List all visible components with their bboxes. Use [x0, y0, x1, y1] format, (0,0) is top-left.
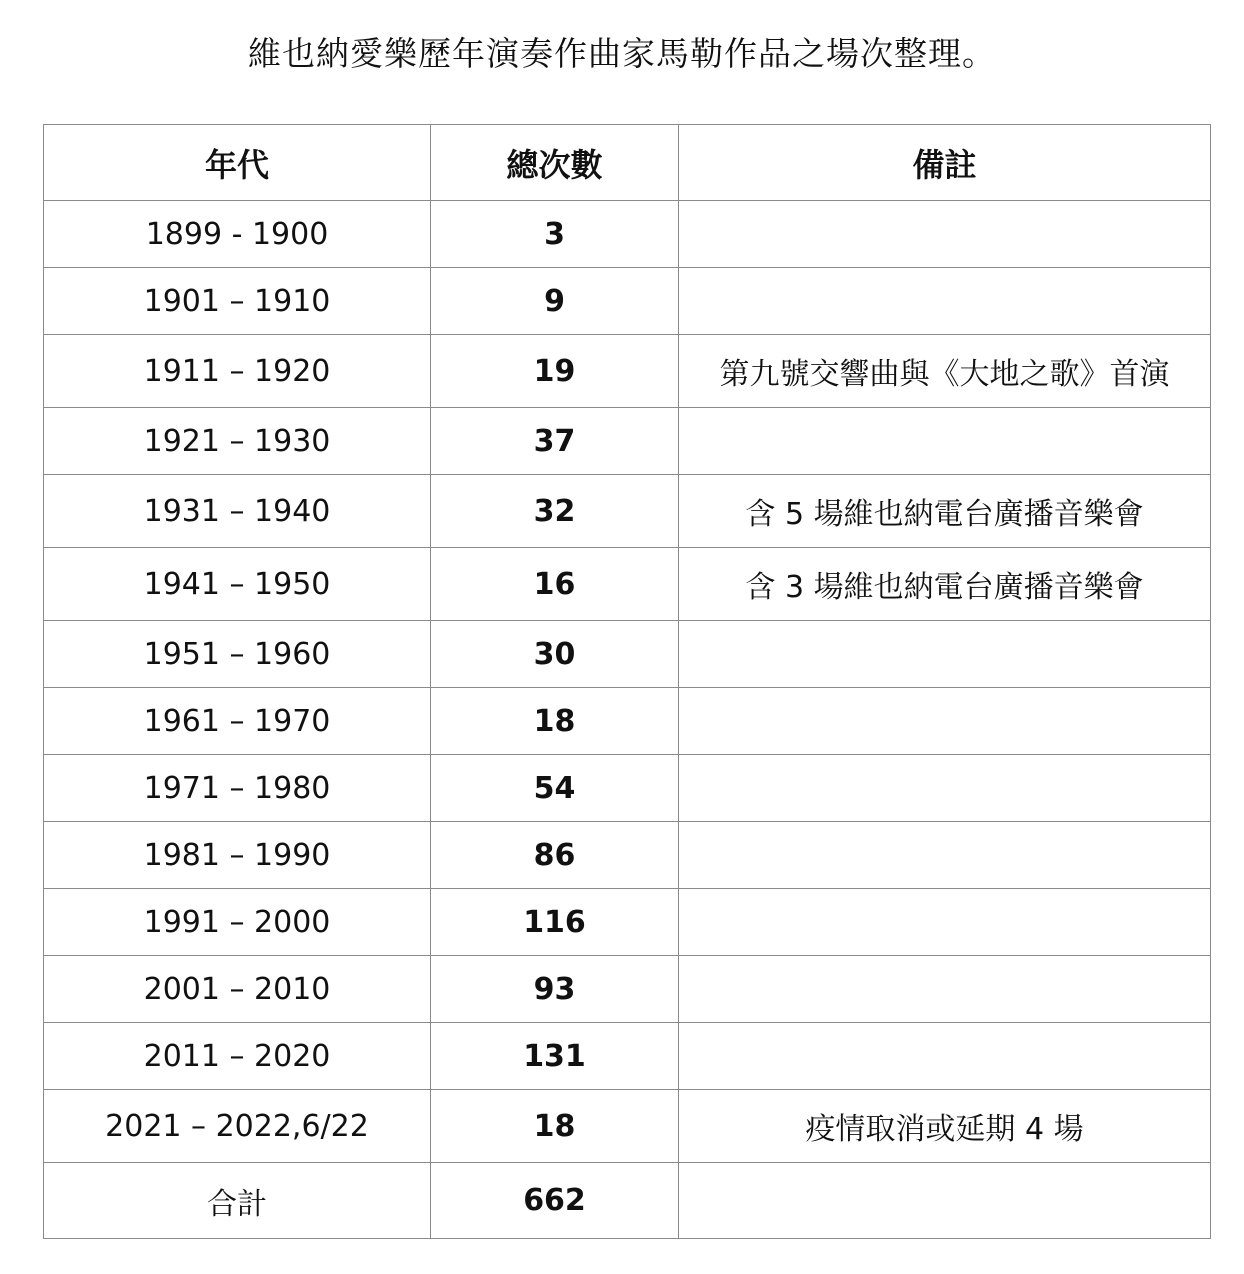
- total-label-cell: 合計: [44, 1163, 431, 1239]
- total-note-cell: [679, 1163, 1211, 1239]
- count-cell: 18: [431, 1090, 679, 1163]
- note-cell: 含 3 場維也納電台廣播音樂會: [679, 548, 1211, 621]
- note-cell: [679, 688, 1211, 755]
- table-row: [44, 201, 1211, 268]
- period-cell: 1991 – 2000: [44, 889, 431, 956]
- count-cell: 116: [431, 889, 679, 956]
- table-row: [44, 956, 1211, 1023]
- period-cell: 2021 – 2022,6/22: [44, 1090, 431, 1163]
- total-count-cell: 662: [431, 1163, 679, 1239]
- table-row: [44, 688, 1211, 755]
- count-cell: 32: [431, 475, 679, 548]
- table-row: [44, 621, 1211, 688]
- note-cell: 含 5 場維也納電台廣播音樂會: [679, 475, 1211, 548]
- period-cell: 1931 – 1940: [44, 475, 431, 548]
- count-cell: 86: [431, 822, 679, 889]
- period-cell: 1911 – 1920: [44, 335, 431, 408]
- period-cell: 1981 – 1990: [44, 822, 431, 889]
- header-period: 年代: [44, 125, 431, 201]
- table-row: [44, 335, 1211, 408]
- table-row: [44, 548, 1211, 621]
- note-cell: [679, 201, 1211, 268]
- note-cell: [679, 889, 1211, 956]
- count-cell: 18: [431, 688, 679, 755]
- note-cell: [679, 956, 1211, 1023]
- table-row: [44, 889, 1211, 956]
- period-cell: 2011 – 2020: [44, 1023, 431, 1090]
- total-row: [44, 1163, 1211, 1239]
- period-cell: 2001 – 2010: [44, 956, 431, 1023]
- period-cell: 1951 – 1960: [44, 621, 431, 688]
- note-cell: [679, 268, 1211, 335]
- count-cell: 3: [431, 201, 679, 268]
- table-row: [44, 475, 1211, 548]
- count-cell: 30: [431, 621, 679, 688]
- period-cell: 1901 – 1910: [44, 268, 431, 335]
- header-count: 總次數: [431, 125, 679, 201]
- note-cell: [679, 1023, 1211, 1090]
- count-cell: 54: [431, 755, 679, 822]
- period-cell: 1921 – 1930: [44, 408, 431, 475]
- count-cell: 19: [431, 335, 679, 408]
- period-cell: 1961 – 1970: [44, 688, 431, 755]
- period-cell: 1899 - 1900: [44, 201, 431, 268]
- table-header-row: [44, 125, 1211, 201]
- note-cell: [679, 822, 1211, 889]
- page-title: 維也納愛樂歷年演奏作曲家馬勒作品之場次整理。: [248, 34, 996, 73]
- table-row: [44, 408, 1211, 475]
- table-row: [44, 822, 1211, 889]
- table-row: [44, 755, 1211, 822]
- note-cell: [679, 621, 1211, 688]
- count-cell: 37: [431, 408, 679, 475]
- performance-table: [43, 124, 1211, 1239]
- count-cell: 16: [431, 548, 679, 621]
- count-cell: 93: [431, 956, 679, 1023]
- header-note: 備註: [679, 125, 1211, 201]
- period-cell: 1941 – 1950: [44, 548, 431, 621]
- table-row: [44, 1023, 1211, 1090]
- note-cell: 疫情取消或延期 4 場: [679, 1090, 1211, 1163]
- note-cell: [679, 755, 1211, 822]
- table-row: [44, 1090, 1211, 1163]
- count-cell: 131: [431, 1023, 679, 1090]
- count-cell: 9: [431, 268, 679, 335]
- period-cell: 1971 – 1980: [44, 755, 431, 822]
- note-cell: 第九號交響曲與《大地之歌》首演: [679, 335, 1211, 408]
- note-cell: [679, 408, 1211, 475]
- table-row: [44, 268, 1211, 335]
